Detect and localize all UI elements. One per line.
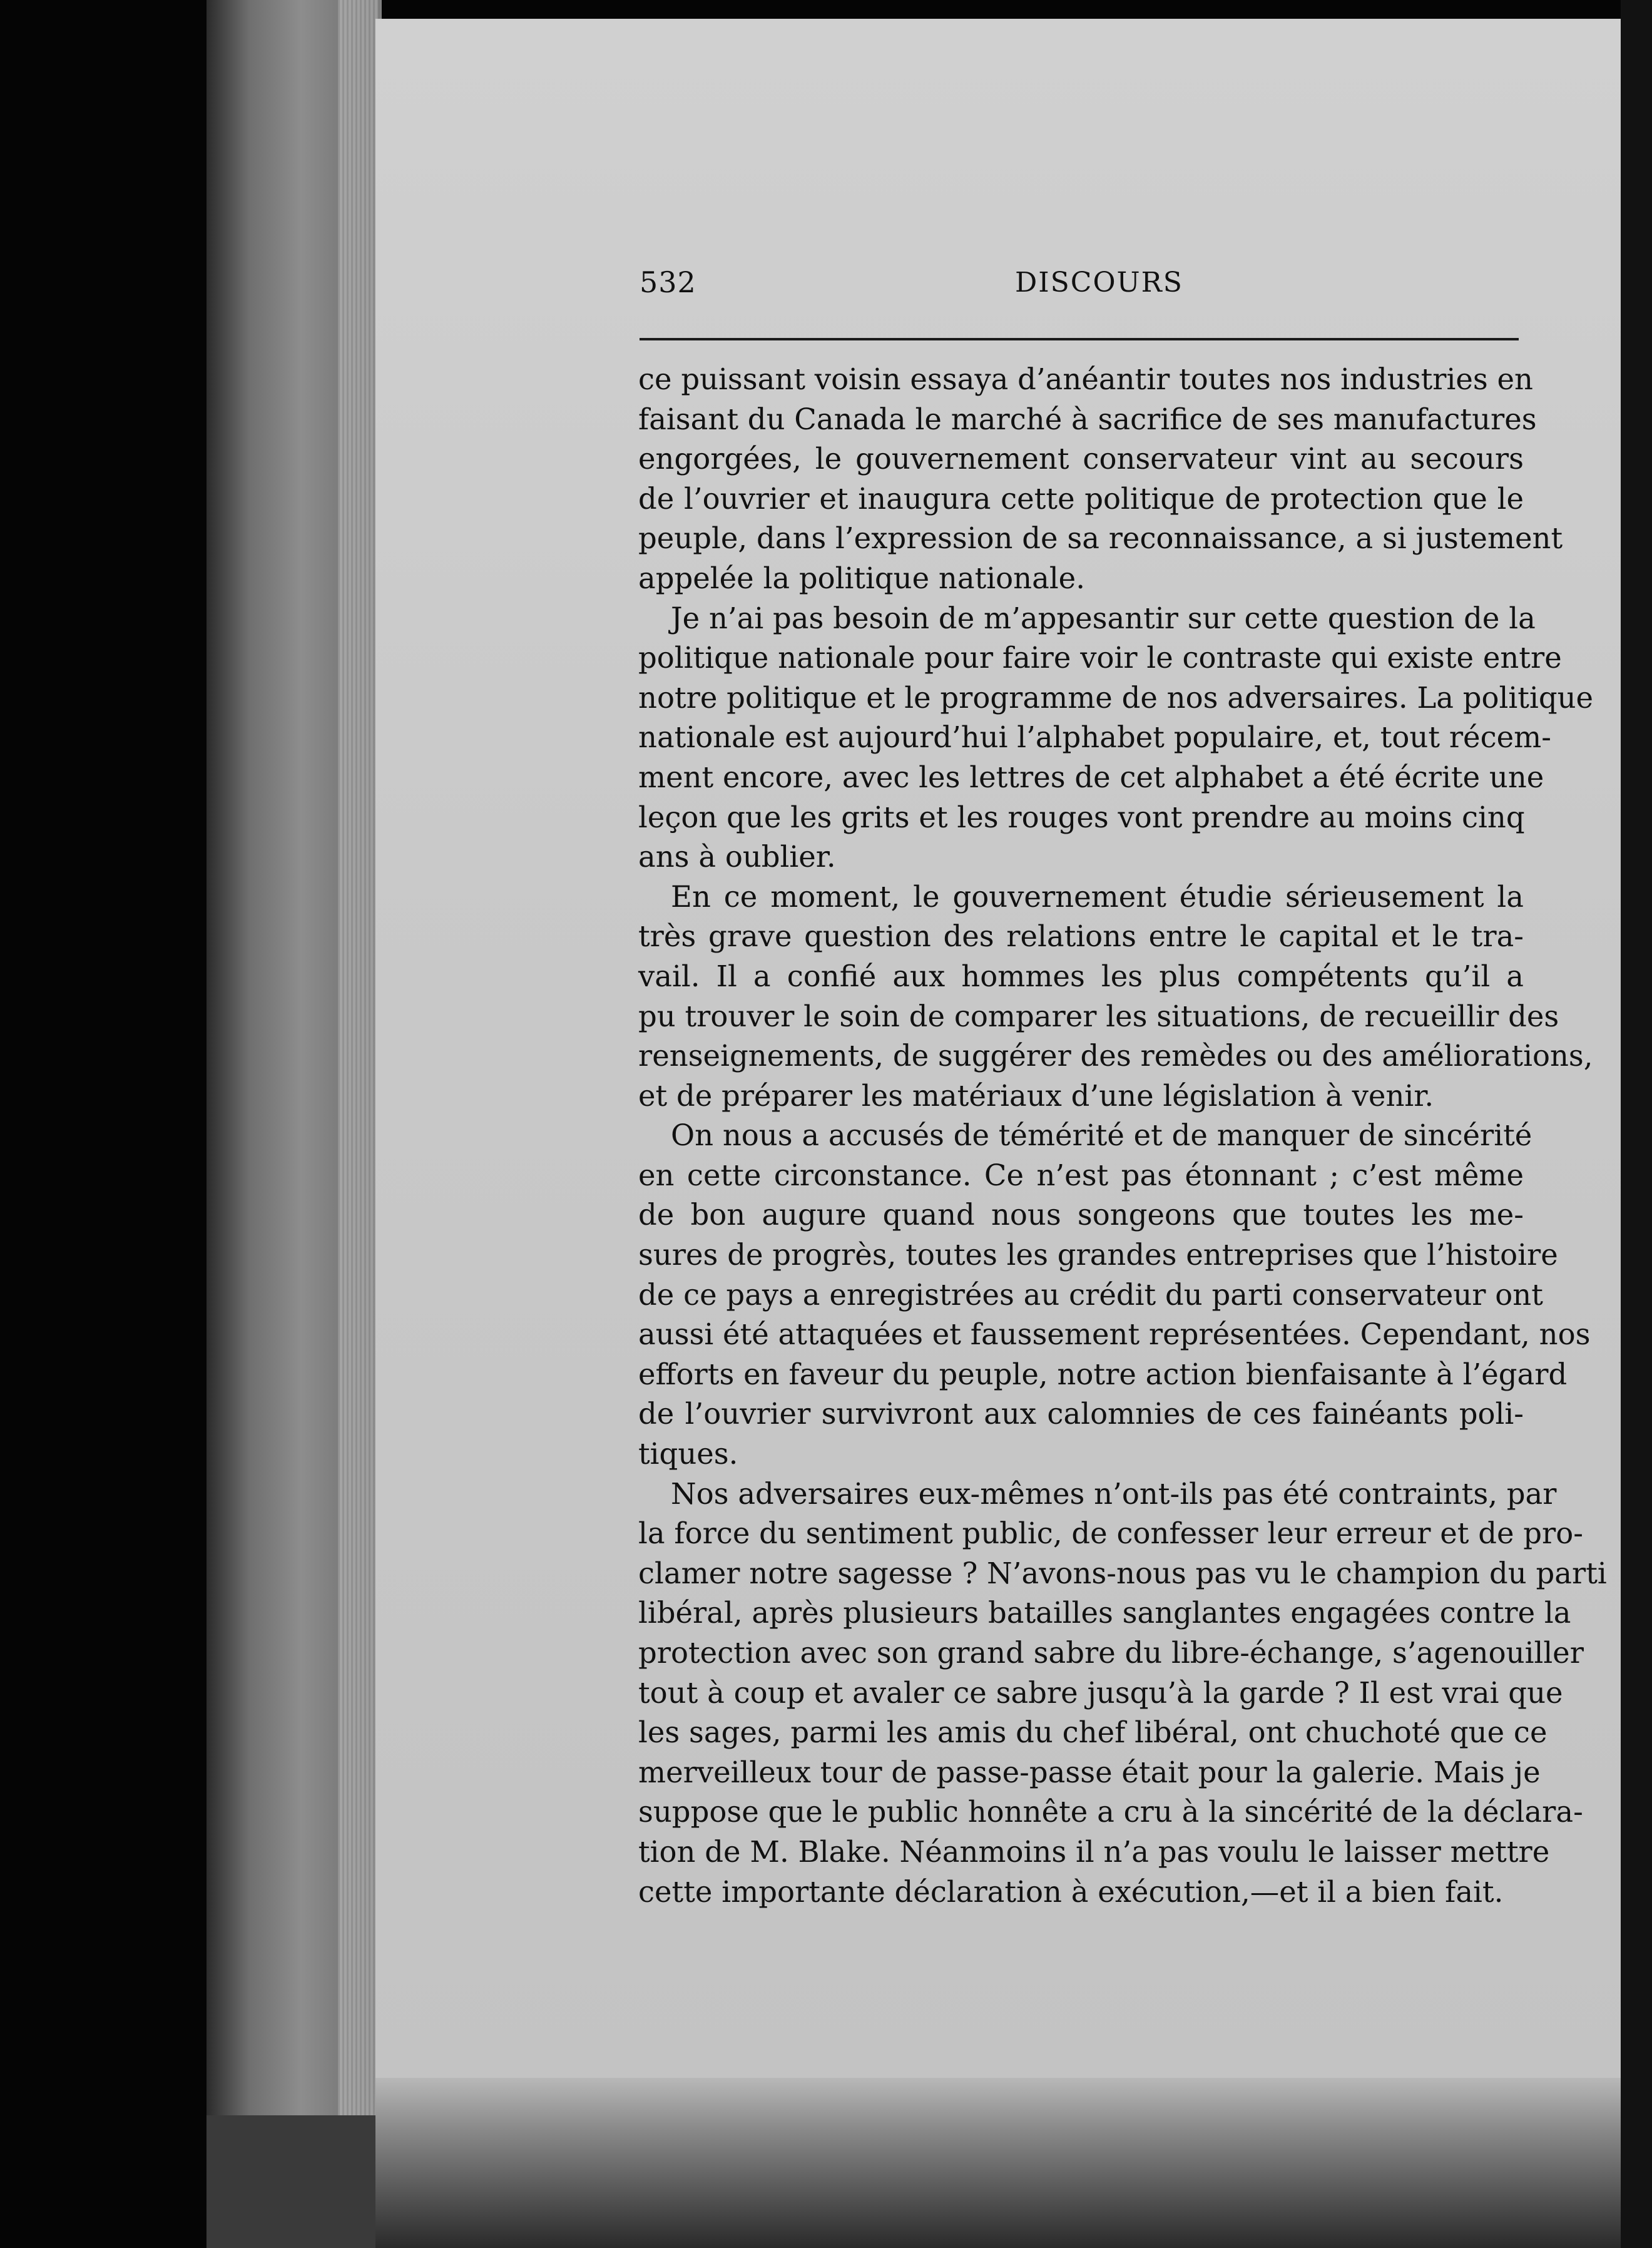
text-line: En ce moment, le gouvernement étudie sérieusement la xyxy=(671,879,1524,914)
text-line: merveilleux tour de passe-passe était pour la galerie. Mais je xyxy=(638,1755,1541,1789)
text-line: clamer notre sagesse ? N’avons-nous pas vu le champion du parti xyxy=(638,1556,1607,1590)
body-text xyxy=(638,360,1607,1912)
text-line: On nous a accusés de témérité et de manquer de sincérité xyxy=(671,1118,1532,1153)
text-line: appelée la politique nationale. xyxy=(638,561,1085,595)
text-line: la force du sentiment public, de confesser leur erreur et de pro- xyxy=(638,1516,1583,1551)
paragraph xyxy=(638,1474,1607,1913)
text-line: renseignements, de suggérer des remèdes ou des améliorations, xyxy=(638,1039,1593,1073)
text-line: politique nationale pour faire voir le contraste qui existe entre xyxy=(638,641,1562,675)
text-line: ce puissant voisin essaya d’anéantir toutes nos industries en xyxy=(638,362,1533,396)
text-line: tiques. xyxy=(638,1437,738,1471)
text-line: sures de progrès, toutes les grandes entreprises que l’histoire xyxy=(638,1238,1558,1272)
text-line: faisant du Canada le marché à sacrifice de ses manufactures xyxy=(638,402,1537,436)
text-line: de l’ouvrier survivront aux calomnies de ces fainéants poli- xyxy=(638,1397,1524,1431)
text-line: aussi été attaquées et faussement représentées. Cependant, nos xyxy=(638,1317,1591,1352)
text-line: peuple, dans l’expression de sa reconnaissance, a si justement xyxy=(638,521,1563,556)
paragraph xyxy=(638,1116,1591,1474)
text-line: protection avec son grand sabre du libre-échange, s’agenouiller xyxy=(638,1636,1584,1670)
page-number: 532 xyxy=(640,265,696,299)
text-line: leçon que les grits et les rouges vont prendre au moins cinq xyxy=(638,800,1525,834)
text-line: libéral, après plusieurs batailles sanglantes engagées contre la xyxy=(638,1596,1571,1630)
header-rule xyxy=(640,338,1519,340)
text-line: suppose que le public honnête a cru à la sincérité de la déclara- xyxy=(638,1795,1583,1829)
text-line: les sages, parmi les amis du chef libéral, ont chuchoté que ce xyxy=(638,1715,1547,1750)
text-line: et de préparer les matériaux d’une législation à venir. xyxy=(638,1078,1434,1113)
text-line: notre politique et le programme de nos adversaires. La politique xyxy=(638,680,1594,715)
right-gutter xyxy=(1621,0,1652,2248)
text-line: pu trouver le soin de comparer les situations, de recueillir des xyxy=(638,999,1559,1033)
running-title: DISCOURS xyxy=(1015,267,1183,299)
text-line: ans à oublier. xyxy=(638,840,836,874)
text-line: vail. Il a confié aux hommes les plus compétents qu’il a xyxy=(638,959,1524,993)
page-bottom-shadow xyxy=(375,2078,1627,2248)
paragraph xyxy=(638,599,1594,877)
text-line: engorgées, le gouvernement conservateur vint au secours xyxy=(638,442,1524,476)
paragraph xyxy=(638,360,1563,599)
text-line: tion de M. Blake. Néanmoins il n’a pas voulu le laisser mettre xyxy=(638,1834,1550,1869)
text-line: de l’ouvrier et inaugura cette politique de protection que le xyxy=(638,481,1524,516)
text-line: en cette circonstance. Ce n’est pas étonnant ; c’est même xyxy=(638,1158,1524,1192)
text-line: cette importante déclaration à exécution,—et il a bien fait. xyxy=(638,1874,1504,1909)
text-line: très grave question des relations entre le capital et le tra- xyxy=(638,919,1524,954)
text-line: Je n’ai pas besoin de m’appesantir sur cette question de la xyxy=(671,601,1536,635)
text-line: ment encore, avec les lettres de cet alphabet a été écrite une xyxy=(638,760,1544,794)
text-line: Nos adversaires eux-mêmes n’ont-ils pas été contraints, par xyxy=(671,1476,1557,1511)
text-line: tout à coup et avaler ce sabre jusqu’à la garde ? Il est vrai que xyxy=(638,1675,1563,1710)
paragraph xyxy=(638,877,1593,1116)
text-line: de bon augure quand nous songeons que toutes les me- xyxy=(638,1198,1524,1232)
text-line: de ce pays a enregistrées au crédit du parti conservateur ont xyxy=(638,1277,1543,1312)
running-head xyxy=(640,263,1521,313)
text-line: nationale est aujourd’hui l’alphabet populaire, et, tout récem- xyxy=(638,720,1551,755)
text-line: efforts en faveur du peuple, notre action bienfaisante à l’égard xyxy=(638,1357,1568,1391)
book-corner-shadow xyxy=(206,2115,400,2248)
